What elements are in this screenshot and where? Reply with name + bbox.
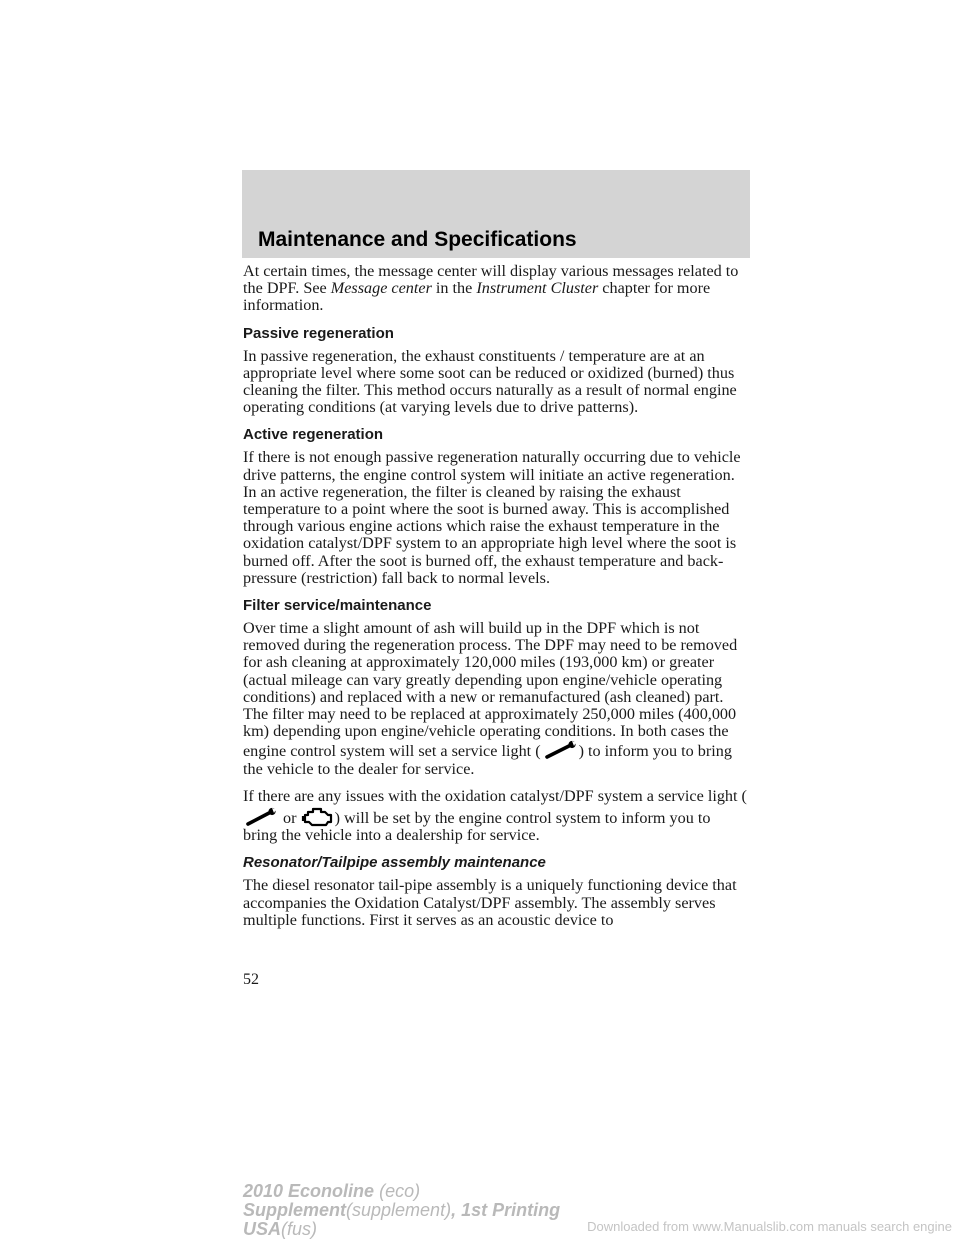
resonator-paragraph: The diesel resonator tail-pipe assembly is a uniquely functioning device that accompanies the Oxidation Catalyst/DPF assembly. The assembly serves multiple functions. First it serves as an acoustic device to <box>243 876 737 929</box>
document-footer <box>243 1182 560 1239</box>
active-regeneration-heading: Active regeneration <box>243 426 384 444</box>
chapter-title: Maintenance and Specifications <box>258 228 577 251</box>
watermark: Downloaded from www.Manualslib.com manuals search engine <box>587 1219 952 1234</box>
footer-region-line: USA(fus) <box>243 1219 318 1239</box>
footer-model-line: 2010 Econoline (eco) <box>243 1181 421 1201</box>
chapter-header <box>242 170 750 258</box>
instrument-cluster-reference: Instrument Cluster <box>476 279 599 298</box>
engine-icon <box>301 805 335 827</box>
filter-service-heading: Filter service/maintenance <box>243 597 432 615</box>
wrench-icon <box>243 807 279 827</box>
passive-regeneration-paragraph: In passive regeneration, the exhaust constituents / temperature are at an appropriate level where some soot can be reduced or oxidized (burned) thus cleaning the filter. This method occurs naturally as a result of normal engine operating conditions (at varying levels due to drive patterns). <box>243 346 737 417</box>
footer-supplement-line: Supplement(supplement), 1st Printing <box>243 1200 561 1220</box>
page-content <box>243 263 748 939</box>
wrench-icon <box>541 740 579 760</box>
message-center-reference: Message center <box>330 279 432 298</box>
intro-paragraph: At certain times, the message center will display various messages related to the DPF. See Message center in the Instrument Cluster chapter for more information. <box>243 262 739 315</box>
resonator-heading: Resonator/Tailpipe assembly maintenance <box>243 854 546 872</box>
service-light-paragraph: If there are any issues with the oxidation catalyst/DPF system a service light ( or ) will be set by the engine control system to inform you to bring the vehicle into a dealership for service. <box>243 786 747 845</box>
page-number: 52 <box>243 971 259 988</box>
filter-service-paragraph: Over time a slight amount of ash will build up in the DPF which is not removed during the regeneration process. The DPF may need to be removed for ash cleaning at approximately 120,000 miles (193,000 km) or greater (actual mileage can vary greatly depending upon engine/vehicle operating conditions) and replaced with a new or remanufactured (ash cleaned) part. The filter may need to be replaced at approximately 250,000 miles (400,000 km) depending upon engine/vehicle operating conditions. In both cases the engine control system will set a service light ( ) to inform you to bring the vehicle to the dealer for service. <box>243 619 738 778</box>
active-regeneration-paragraph: If there is not enough passive regeneration naturally occurring due to vehicle drive patterns, the engine control system will initiate an active regeneration. In an active regeneration, the filter is cleaned by raising the exhaust temperature to a point where the soot is burned away. This is accomplished through various engine actions which raise the exhaust temperature in the oxidation catalyst/DPF system to an appropriate high level where the soot is burned off. After the soot is burned off, the exhaust temperature and back-pressure (restriction) fall back to normal levels. <box>243 448 741 587</box>
passive-regeneration-heading: Passive regeneration <box>243 324 394 342</box>
